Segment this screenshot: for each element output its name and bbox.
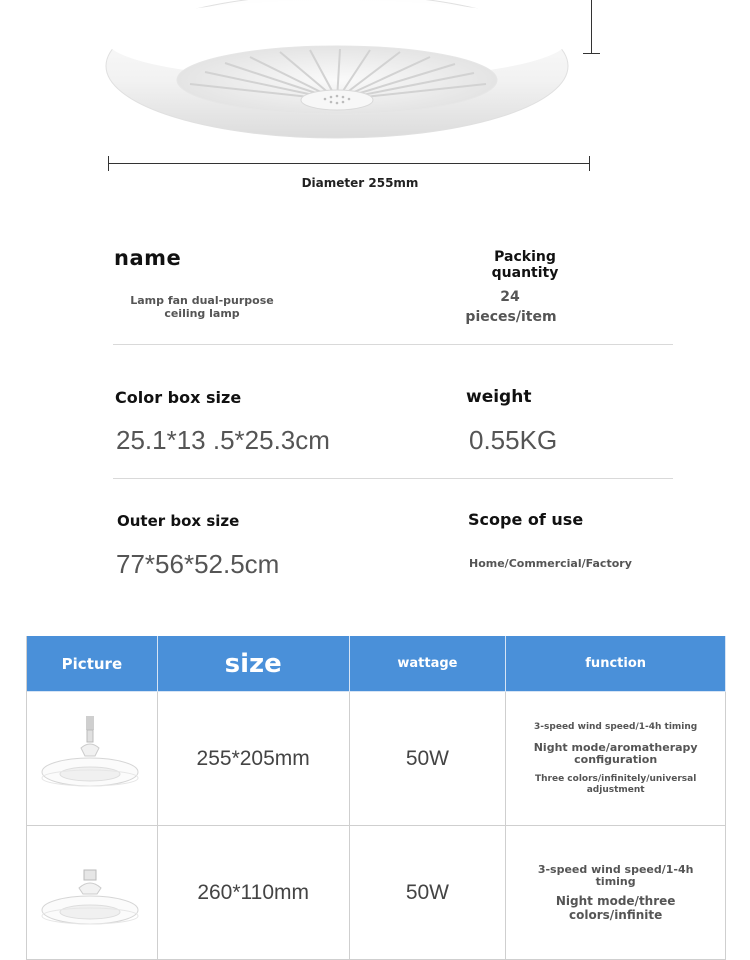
function-list xyxy=(506,722,725,796)
outer-box-value: 77*56*52.5cm xyxy=(116,549,280,579)
weight-title: weight xyxy=(466,387,532,407)
diameter-dimension-line xyxy=(108,163,590,164)
ceiling-fan-bulb-image xyxy=(37,714,147,804)
scope-value: Home/Commercial/Factory xyxy=(469,557,632,570)
header-wattage: wattage xyxy=(350,636,507,692)
size-value: 255*205mm xyxy=(196,746,310,770)
table-row xyxy=(26,826,726,960)
color-box-title: Color box size xyxy=(115,388,242,407)
diameter-tick-left xyxy=(108,156,109,171)
header-size: size xyxy=(158,636,350,692)
height-dimension-tick xyxy=(583,53,600,54)
function-item: Night mode/aromatherapy configuration xyxy=(533,740,698,766)
ceiling-fan-bulb-image xyxy=(37,848,147,938)
table-row xyxy=(26,692,726,826)
table-header-row xyxy=(26,636,726,692)
diameter-label: Diameter 255mm xyxy=(301,176,419,190)
wattage-cell xyxy=(350,692,507,826)
function-item: Night mode/three colors/infinite xyxy=(555,893,676,922)
product-image xyxy=(0,0,750,200)
function-item: Three colors/infinitely/universal adjustment xyxy=(534,773,697,795)
packing-title-line1: Packing xyxy=(494,249,556,265)
wattage-cell xyxy=(350,826,507,960)
divider xyxy=(113,344,673,345)
function-list xyxy=(506,864,725,922)
wattage-value: 50W xyxy=(405,746,450,770)
scope-title: Scope of use xyxy=(468,510,584,529)
ceiling-fan-lamp-illustration xyxy=(0,0,750,200)
product-thumbnail xyxy=(27,692,158,826)
wattage-value: 50W xyxy=(405,880,450,904)
function-item: 3-speed wind speed/1-4h timing xyxy=(537,862,694,888)
name-title: name xyxy=(114,246,182,270)
product-table xyxy=(26,636,726,960)
weight-value: 0.55KG xyxy=(469,425,558,455)
packing-title xyxy=(470,249,580,281)
packing-value xyxy=(463,287,559,327)
color-box-value: 25.1*13 .5*25.3cm xyxy=(116,425,330,455)
divider xyxy=(113,478,673,479)
header-function: function xyxy=(506,636,726,692)
function-cell xyxy=(506,826,726,960)
height-dimension-line xyxy=(591,0,592,54)
function-cell xyxy=(506,692,726,826)
header-picture: Picture xyxy=(27,636,158,692)
product-thumbnail xyxy=(27,826,158,960)
outer-box-title: Outer box size xyxy=(117,512,240,530)
size-cell xyxy=(158,692,350,826)
packing-value-line2: pieces/item xyxy=(465,309,557,325)
function-item: 3-speed wind speed/1-4h timing xyxy=(534,721,698,732)
packing-title-line2: quantity xyxy=(491,265,559,281)
diameter-tick-right xyxy=(589,156,590,171)
name-value: Lamp fan dual-purpose ceiling lamp xyxy=(130,294,274,320)
size-value: 260*110mm xyxy=(197,880,310,904)
size-cell xyxy=(158,826,350,960)
packing-value-line1: 24 xyxy=(500,289,520,305)
